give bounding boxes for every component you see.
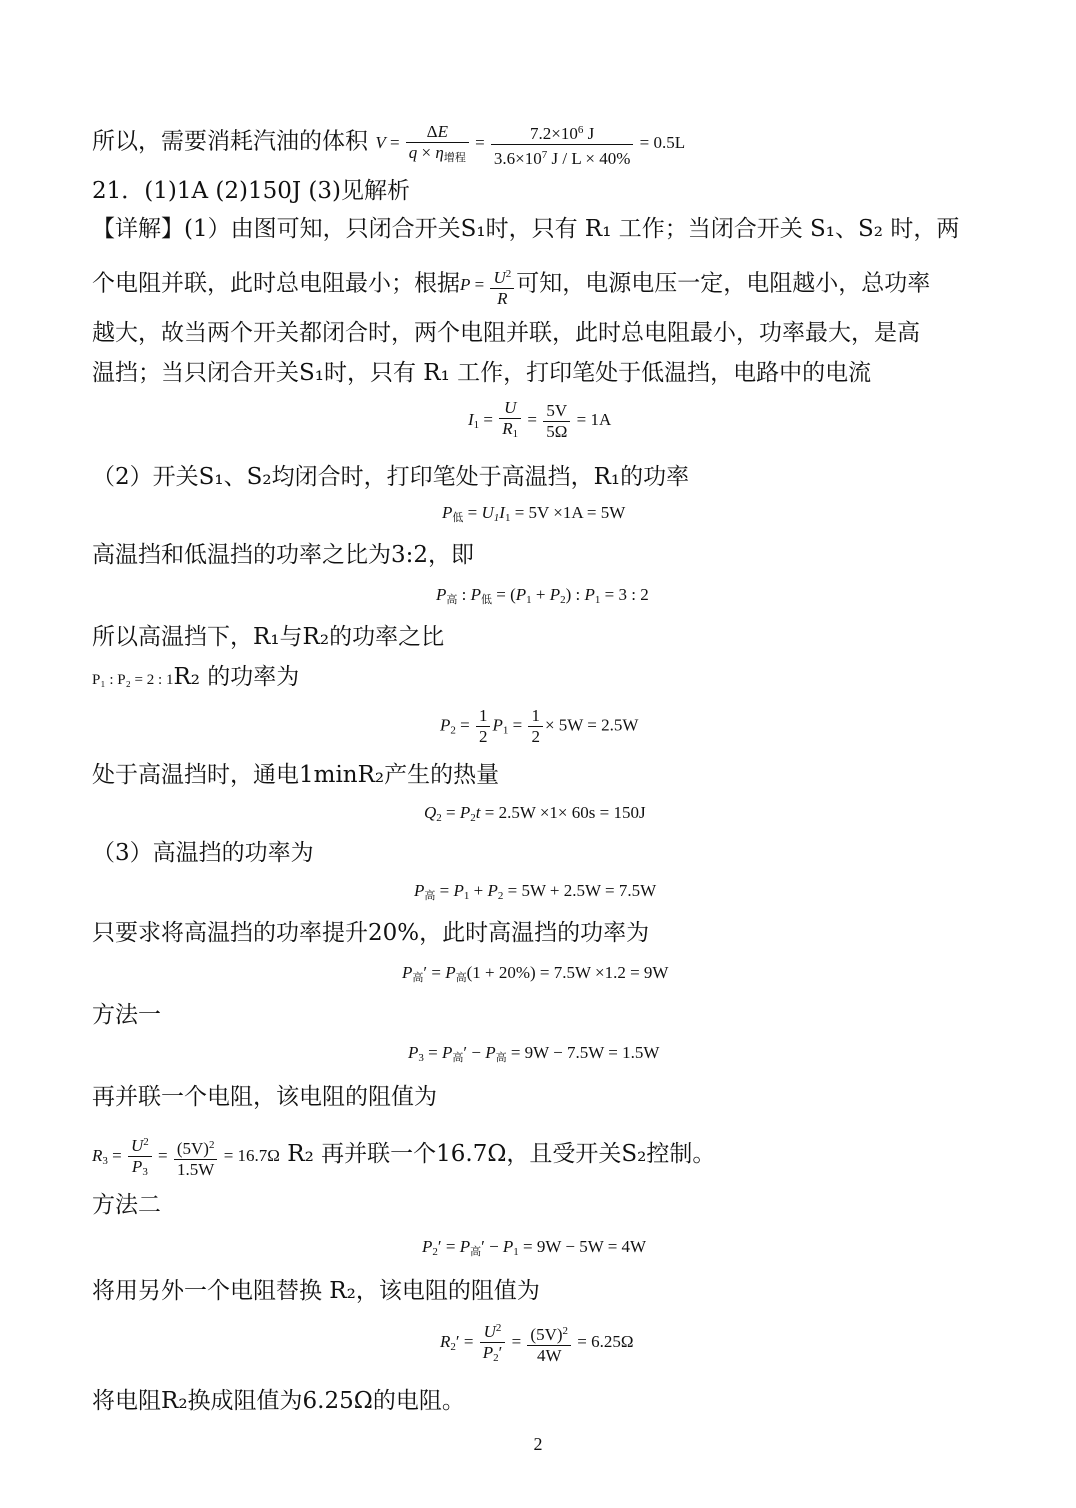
formula-p3: $P_3 = P_高' - P_高 = 9W - 7.5W = 1.5W$ <box>408 1043 660 1064</box>
formula-power: P = $\frac{U^2}{R}$ <box>460 275 516 294</box>
part-3-heading: （3）高温挡的功率为 <box>92 840 314 866</box>
formula-p2-prime: $P_2' = P_高' - P_1 = 9W - 5W = 4W$ <box>422 1237 647 1258</box>
formula-r3: $R_3$ = $\frac{U^2}{P_3}$ = $\frac{(5V)^2}{1.5W}$ = 16.7Ω <box>92 1146 280 1165</box>
line-text: R₂ 的功率为 <box>173 664 300 690</box>
formula-ratio: $P_高$ : $P_低 = (P_1 + P_2)$ : $P_1 = 3$ : 2 <box>436 585 649 606</box>
method-1-heading: 方法一 <box>92 1002 161 1028</box>
formula-current: $I_1$ = $\frac{U}{R_1}$ = $\frac{5V}{5\Omega}$ = 1A <box>468 398 612 441</box>
formula-r2-prime: $R_2'$ = $\frac{U^2}{P_2'}$ = $\frac{(5V)^2}{4W}$ = 6.25Ω <box>440 1318 634 1368</box>
formula-p2: $P_2$ = $\frac{1}{2}$ $P_1$ = $\frac{1}{2}$ × 5W = 2.5W <box>440 706 639 746</box>
parallel-line: 再并联一个电阻，该电阻的阻值为 <box>92 1084 437 1110</box>
detail-line-2 <box>92 264 930 309</box>
ratio-line: 高温挡和低温挡的功率之比为3:2，即 <box>92 542 475 568</box>
method-2-heading: 方法二 <box>92 1192 161 1218</box>
formula-low-power: $P_低 = U_1I_1 = 5V \times 1A = 5W$ <box>442 503 626 524</box>
r3-line <box>92 1132 715 1182</box>
line-text: 所以，需要消耗汽油的体积 <box>92 128 368 155</box>
line-text: R₂ 再并联一个16.7Ω，且受开关S₂控制。 <box>287 1140 716 1167</box>
increase-line: 只要求将高温挡的功率提升20%，此时高温挡的功率为 <box>92 920 650 946</box>
heat-line: 处于高温挡时，通电1minR₂产生的热量 <box>92 762 500 788</box>
formula-high-power: $P_高 = P_1 + P_2 = 5W + 2.5W = 7.5W$ <box>414 881 657 902</box>
line-text: 可知，电源电压一定，电阻越小，总功率 <box>516 270 931 297</box>
line-gasoline-volume <box>92 120 685 169</box>
formula-volume: V = $\frac{\Delta E}{q \times \eta_{增程}}$ = $\frac{7.2\times 10^6 J}{3.6\times 10^7 J / L \times 40\%}$ = 0.5L <box>375 121 686 168</box>
ratio-r1-r2-line: 所以高温挡下，R₁与R₂的功率之比 <box>92 624 445 650</box>
detail-line-1: 【详解】(1）由图可知，只闭合开关S₁时，只有 R₁ 工作；当闭合开关 S₁、S₂ 时，两 <box>92 216 960 242</box>
formula-heat: $Q_2 = P_2t = 2.5W \times 1\times 60s = 150J$ <box>424 803 646 824</box>
answer-summary: 21．(1)1A (2)150J (3)见解析 <box>92 178 410 204</box>
formula-p1-p2: P₁ : P₂ = 2 : 1 <box>92 672 174 688</box>
page-number: 2 <box>533 1434 543 1454</box>
p2-power-line <box>92 662 299 695</box>
line-text: 个电阻并联，此时总电阻最小；根据 <box>92 270 460 297</box>
conclusion-line: 将电阻R₂换成阻值为6.25Ω的电阻。 <box>92 1388 465 1414</box>
part-2-heading: （2）开关S₁、S₂均闭合时，打印笔处于高温挡，R₁的功率 <box>92 464 690 490</box>
detail-line-4: 温挡；当只闭合开关S₁时，只有 R₁ 工作，打印笔处于低温挡，电路中的电流 <box>92 360 872 386</box>
formula-new-high-power: $P_高' = P_高(1 + 20\%) = 7.5W \times 1.2 = 9W$ <box>402 963 669 984</box>
detail-line-3: 越大，故当两个开关都闭合时，两个电阻并联，此时总电阻最小，功率最大，是高 <box>92 320 920 346</box>
replace-line: 将用另外一个电阻替换 R₂，该电阻的阻值为 <box>92 1278 540 1304</box>
